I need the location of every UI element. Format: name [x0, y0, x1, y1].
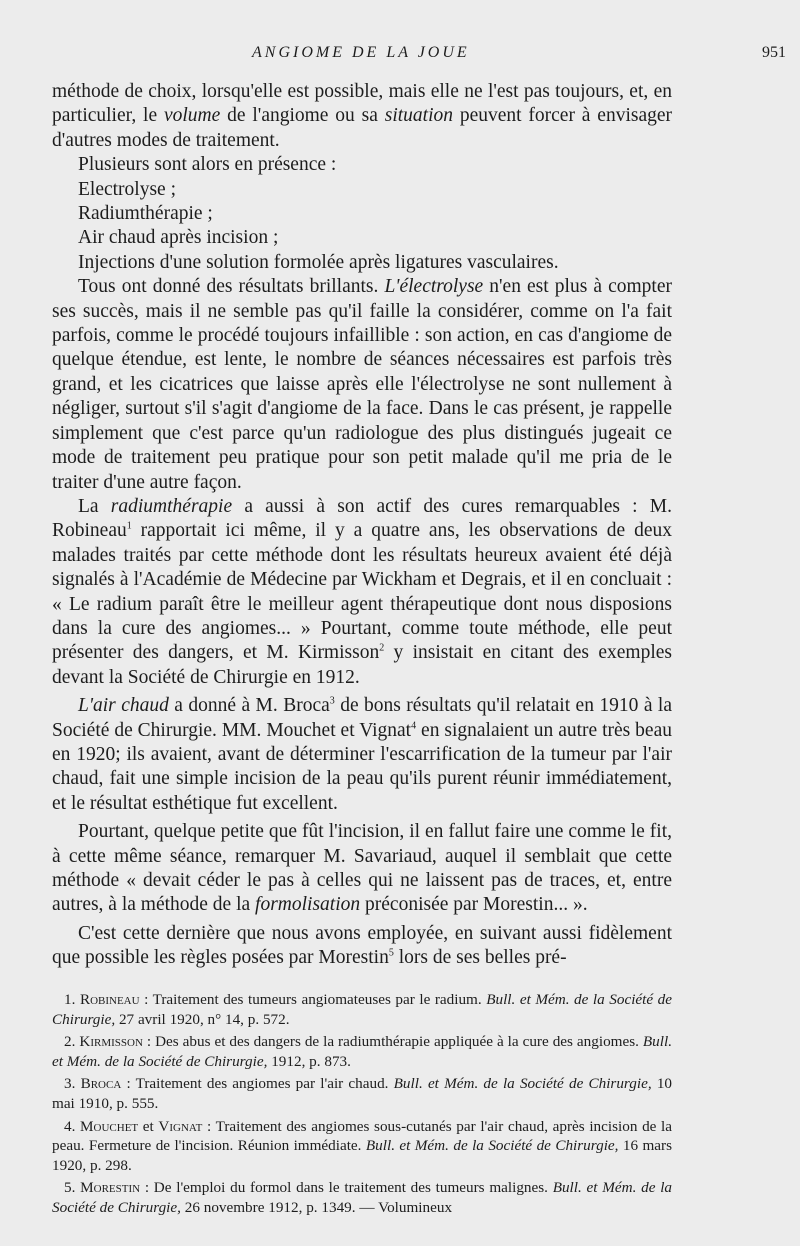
list-item: Radiumthérapie ;	[78, 203, 213, 225]
text-run: lors de ses belles pré-	[393, 947, 567, 969]
text-run: Tous ont donné des résultats brillants.	[78, 276, 385, 298]
main-text	[52, 80, 672, 971]
footnote-number: 5.	[64, 1179, 81, 1197]
text-run: : Traitement des angiomes par l'air chaud.	[121, 1075, 394, 1093]
text-run: La	[78, 495, 111, 517]
text-run: 1912, p. 873.	[267, 1052, 351, 1070]
paragraph	[52, 922, 672, 971]
running-title: ANGIOME DE LA JOUE	[252, 44, 470, 61]
text-run: de l'angiome ou sa	[220, 105, 385, 127]
paragraph	[52, 80, 672, 153]
footnote-number: 2.	[64, 1033, 80, 1051]
paragraph	[52, 694, 672, 816]
italic-term: L'électrolyse	[384, 276, 484, 298]
italic-term: formolisation	[255, 894, 361, 916]
text-run: méthode de choix, lorsqu'elle est possible, mais elle ne l'est pas toujours, et, en particulier, le	[52, 81, 672, 127]
journal-title: Bull. et Mém. de la Société de Chirurgie,	[393, 1075, 652, 1093]
page-number: 951	[762, 44, 786, 61]
footnote-ref: 4	[411, 720, 417, 732]
list-item: Injections d'une solution formolée après ligatures vasculaires.	[78, 251, 559, 273]
footnotes	[52, 990, 672, 1221]
footnote-number: 4.	[64, 1117, 81, 1135]
journal-title: Bull. et Mém. de la Société de Chirurgie,	[52, 1033, 673, 1070]
footnote-ref: 3	[329, 695, 335, 707]
text-run: peuvent forcer à envisager d'autres modes de traitement.	[52, 105, 673, 151]
list-item: Electrolyse ;	[78, 178, 177, 200]
text-run: C'est cette dernière que nous avons employée, en suivant aussi fidèlement que possible les règles posées par Morestin	[52, 922, 672, 969]
text-run: 26 novembre 1912, p. 1349. — Volumineux	[180, 1198, 453, 1216]
footnote	[52, 1117, 672, 1176]
paragraph	[52, 495, 672, 690]
text-run: de bons résultats qu'il relatait en 1910 à la Société de Chirurgie. MM. Mouchet et Vignat	[52, 695, 672, 741]
text-run: préconisée par Morestin... ».	[360, 894, 588, 916]
list-item: Air chaud après incision ;	[78, 227, 279, 249]
author-name: Broca	[80, 1075, 122, 1093]
italic-term: situation	[384, 105, 453, 127]
author-name: Kirmisson	[79, 1033, 143, 1051]
author-name: Robineau	[79, 991, 140, 1008]
journal-title: Bull. et Mém. de la Société de Chirurgie,	[52, 991, 672, 1028]
footnote-number: 1.	[64, 991, 80, 1008]
footnote-number: 3.	[64, 1075, 81, 1093]
journal-title: Bull. et Mém. de la Société de Chirurgie,	[52, 1179, 673, 1216]
footnote	[52, 1178, 672, 1217]
text-run: n'en est plus à compter ses succès, mais il ne semble pas qu'il faille la considérer, comme on l'a fait parfois, comme le procédé toujours infaillible : son action, en cas d'angiome de quelque étendue, est lente, le nombre de séances nécessaires est parfois très grand, et les cicatrices que laisse après elle l'électrolyse ne sont nullement à négliger, surtout s'il s'agit d'angiome de la face. Dans le cas présent, je rappelle simplement que c'est parce qu'un radiologue des plus distingués jugeait ce mode de traitement peu pratique pour son petit malade qu'il me pria de le traiter d'une autre façon.	[52, 276, 672, 493]
text-run: en signalaient un autre très beau en 1920; ils avaient, avant de déterminer l'escarrification de la tumeur par l'air chaud, fait une simple incision de la peau qu'ils purent réunir immédiatement, et le résultat esthétique fut excellent.	[52, 719, 672, 814]
italic-term: L'air chaud	[78, 695, 169, 717]
author-name: Mouchet	[80, 1117, 139, 1135]
footnote	[52, 1032, 672, 1071]
paragraph: Plusieurs sont alors en présence :	[78, 154, 337, 176]
footnote-ref: 1	[126, 520, 132, 532]
text-run: 27 avril 1920, n° 14, p. 572.	[115, 1010, 290, 1028]
text-run: 16 mars 1920, p. 298.	[52, 1137, 672, 1174]
text-run: 10 mai 1910, p. 555.	[52, 1075, 673, 1112]
author-name: Vignat	[158, 1117, 203, 1135]
footnote-ref: 5	[388, 947, 394, 959]
paragraph	[52, 820, 672, 918]
text-run: Pourtant, quelque petite que fût l'incision, il en fallut faire une comme le fit, à cette même séance, remarquer M. Savariaud, auquel il semblait que cette méthode « devait céder le pas à celles qui ne laissent pas de traces, et, entre autres, à la méthode de la	[52, 821, 672, 916]
text-run: rapportait ici même, il y a quatre ans, les observations de deux malades traités par cette méthode dont les résultats heureux avaient été déjà signalés à l'Académie de Médecine par Wickham et Degrais, et il en concluait : « Le radium paraît être le meilleur agent thérapeutique dont nous disposions dans la cure des angiomes... » Pourtant, comme toute méthode, elle peut présenter des dangers, et M. Kirmisson	[52, 520, 672, 664]
italic-term: volume	[163, 105, 221, 127]
footnote-ref: 2	[379, 642, 385, 654]
paragraph	[52, 275, 672, 495]
footnote	[52, 990, 672, 1029]
text-run: a donné à M. Broca	[168, 695, 330, 717]
footnote	[52, 1074, 672, 1113]
text-run: et	[138, 1117, 159, 1135]
text-run: : Traitement des tumeurs angiomateuses par le radium.	[139, 991, 487, 1008]
journal-title: Bull. et Mém. de la Société de Chirurgie,	[365, 1137, 619, 1155]
text-run: y insistait en citant des exemples devant la Société de Chirurgie en 1912.	[52, 642, 672, 688]
text-run: : Traitement des angiomes sous-cutanés par l'air chaud, après incision de la peau. Fermeture de l'incision. Réunion immédiate.	[52, 1117, 672, 1155]
text-run: : Des abus et des dangers de la radiumthérapie appliquée à la cure des angiomes.	[142, 1033, 643, 1051]
italic-term: radiumthérapie	[110, 495, 233, 517]
text-run: a aussi à son actif des cures remarquables : M. Robineau	[52, 495, 672, 542]
page-header	[52, 44, 786, 66]
text-run: : De l'emploi du formol dans le traitement des tumeurs malignes.	[140, 1179, 553, 1197]
author-name: Morestin	[80, 1179, 141, 1197]
